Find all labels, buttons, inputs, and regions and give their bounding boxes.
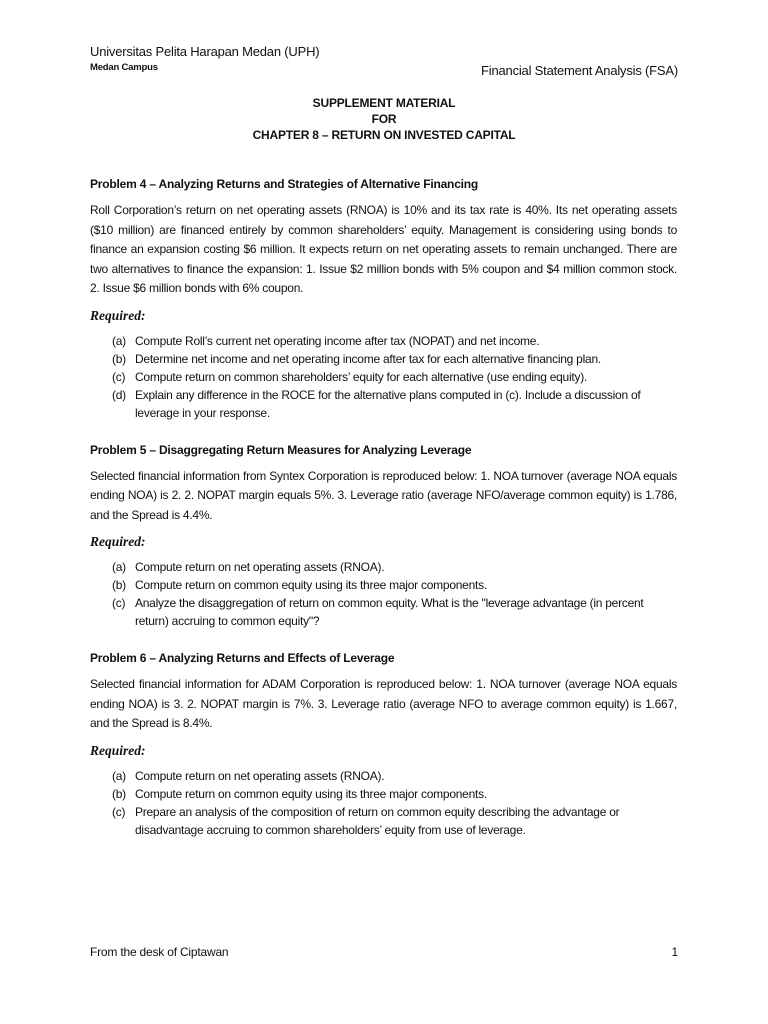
problem-6	[90, 651, 677, 839]
header-left	[90, 44, 319, 73]
required-heading: Required:	[90, 534, 146, 549]
list-item	[90, 767, 677, 785]
problem-statement: Selected financial information from Syntex Corporation is reproduced below: 1. NOA turnover (average NOA equals ending NOA) is 2. 2. NOPAT margin equals 5%. 3. Leverage ratio (average NFO/average common equity) is 1.786, and the Spread is 4.4%.	[90, 468, 677, 522]
list-item	[90, 332, 677, 350]
item-label: (d)	[112, 387, 126, 402]
item-label: (b)	[112, 351, 126, 366]
item-label: (b)	[112, 578, 126, 592]
problem-statement: Roll Corporation’s return on net operating assets (RNOA) is 10% and its tax rate is 40%. Its net operating assets ($10 million) are financed entirely by common shareholders’ equity. Management is considering using bonds to finance an expansion costing $6 million. It expects return on net operating assets to remain unchanged. There are two alternatives to finance the expansion: 1. Issue $2 million bonds with 5% coupon and $4 million common stock. 2. Issue $6 million bonds with 6% coupon.	[90, 203, 677, 295]
page-footer	[90, 945, 678, 959]
item-label: (c)	[112, 369, 126, 384]
required-heading: Required:	[90, 742, 146, 758]
item-text: Compute return on net operating assets (RNOA).	[135, 560, 385, 574]
footer-author: From the desk of Ciptawan	[90, 945, 229, 959]
problem-statement: Selected financial information for ADAM Corporation is reproduced below: 1. NOA turnover (average NOA equals ending NOA) is 3. 2. NOPAT margin is 7%. 3. Leverage ratio (average NFO to average common equity) is 1.667, and the Spread is 8.4%.	[90, 677, 677, 730]
item-text: Determine net income and net operating income after tax for each alternative financing plan.	[135, 351, 601, 366]
item-label: (c)	[112, 596, 126, 610]
list-item	[90, 803, 677, 839]
list-item	[90, 350, 677, 368]
item-text: Prepare an analysis of the composition of return on common equity describing the advantage or disadvantage accruing to common shareholders’ equity from use of leverage.	[135, 804, 620, 837]
item-text: Compute return on net operating assets (RNOA).	[135, 768, 385, 783]
requirements-list	[90, 767, 677, 839]
list-item	[90, 576, 677, 594]
list-item	[90, 368, 677, 386]
problem-4	[90, 177, 677, 422]
item-text: Compute Roll’s current net operating income after tax (NOPAT) and net income.	[135, 333, 540, 348]
item-text: Compute return on common shareholders’ equity for each alternative (use ending equity).	[135, 369, 588, 384]
requirements-list	[90, 558, 677, 630]
page-number: 1	[671, 945, 678, 959]
document-body	[90, 177, 677, 860]
problem-title: Problem 6 – Analyzing Returns and Effects of Leverage	[90, 651, 395, 665]
campus-name: Medan Campus	[90, 62, 158, 73]
item-label: (b)	[112, 786, 126, 801]
item-text: Compute return on common equity using its three major components.	[135, 578, 487, 592]
problem-title: Problem 5 – Disaggregating Return Measures for Analyzing Leverage	[90, 442, 472, 457]
document-title	[0, 95, 768, 143]
item-text: Analyze the disaggregation of return on common equity. What is the "leverage advantage (in percent return) accruing to common equity"?	[135, 596, 644, 628]
item-label: (c)	[112, 804, 126, 819]
course-name: Financial Statement Analysis (FSA)	[481, 63, 678, 78]
title-line-2: FOR	[371, 112, 397, 126]
university-name: Universitas Pelita Harapan Medan (UPH)	[90, 44, 320, 59]
list-item	[90, 558, 677, 576]
problem-5	[90, 443, 677, 631]
problem-title: Problem 4 – Analyzing Returns and Strategies of Alternative Financing	[90, 177, 479, 191]
list-item	[90, 386, 677, 422]
item-label: (a)	[112, 560, 126, 574]
item-text: Explain any difference in the ROCE for the alternative plans computed in (c). Include a discussion of leverage in your response.	[135, 387, 641, 420]
item-label: (a)	[112, 333, 126, 348]
requirements-list	[90, 332, 677, 422]
item-text: Compute return on common equity using its three major components.	[135, 786, 487, 801]
list-item	[90, 785, 677, 803]
item-label: (a)	[112, 768, 126, 783]
title-line-3: CHAPTER 8 – RETURN ON INVESTED CAPITAL	[252, 128, 516, 142]
required-heading: Required:	[90, 307, 146, 323]
list-item	[90, 594, 677, 630]
title-line-1: SUPPLEMENT MATERIAL	[312, 96, 456, 110]
